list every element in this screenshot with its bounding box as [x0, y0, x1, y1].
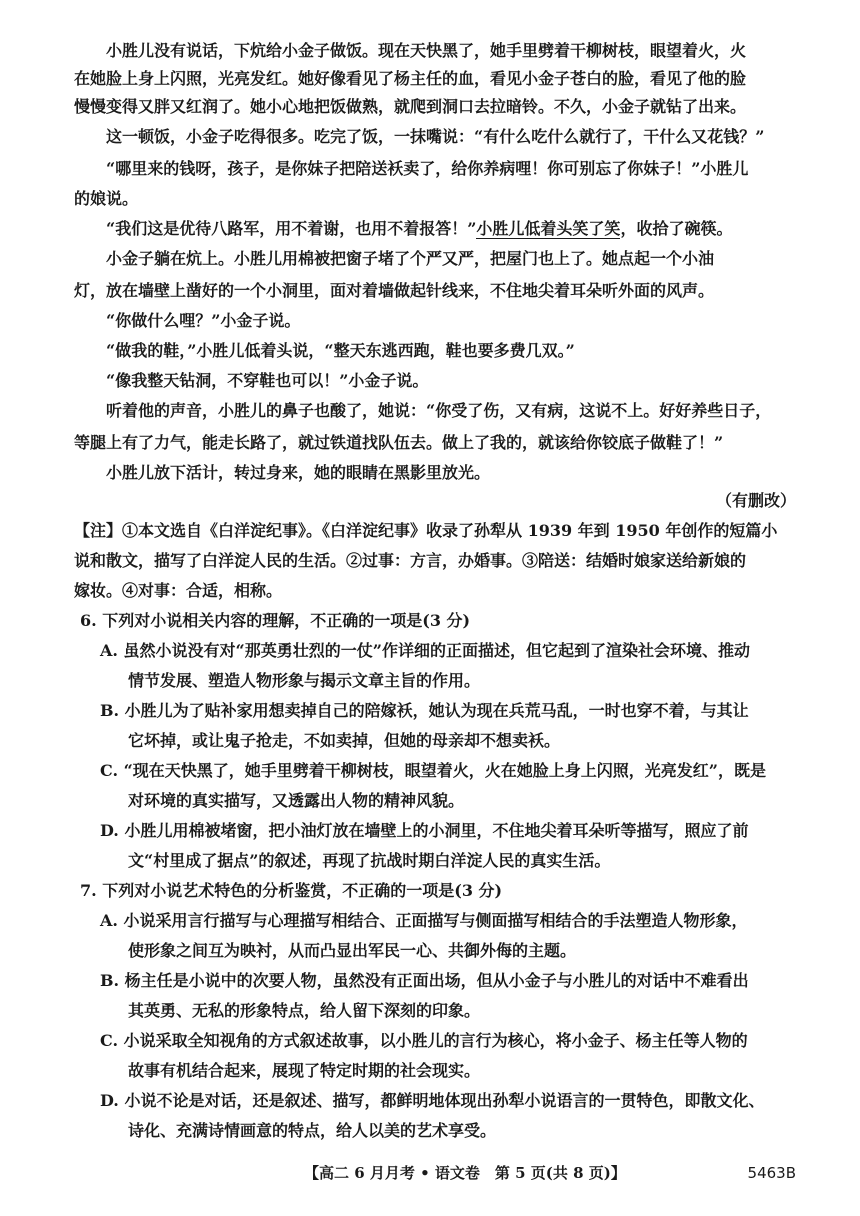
question-7-option-a-line-1: A. 小说采用言行描写与心理描写相结合、正面描写与侧面描写相结合的手法塑造人物形象， [100, 911, 748, 930]
story-paragraph-9-line-1: 听着他的声音，小胜儿的鼻子也酸了，她说：“你受了伤，又有病，这说不上。好好养些日子， [106, 401, 772, 420]
story-paragraph-1-line-1: 小胜儿没有说话，下炕给小金子做饭。现在天快黑了，她手里劈着干柳树枝，眼望着火，火 [106, 41, 747, 60]
footnote-line-3: 嫁妆。④对事：合适，相称。 [74, 581, 283, 600]
question-6-option-d-line-2: 文“村里成了据点”的叙述，再现了抗战时期白洋淀人民的真实生活。 [128, 851, 611, 870]
question-7-option-a-line-2: 使形象之间互为映衬，从而凸显出军民一心、共御外侮的主题。 [128, 941, 577, 960]
question-6-option-a-line-1: A. 虽然小说没有对“那英勇壮烈的一仗”作详细的正面描述，但它起到了渲染社会环境、推动 [100, 641, 750, 660]
story-paragraph-2: 这一顿饭，小金子吃得很多。吃完了饭，一抹嘴说：“有什么吃什么就行了，干什么又花钱？” [106, 127, 765, 146]
paper-code: 5463B [747, 1164, 796, 1182]
question-6-option-c-line-1: C. “现在天快黑了，她手里劈着干柳树枝，眼望着火，火在她脸上身上闪照，光亮发红”，既是 [100, 761, 767, 780]
underlined-sentence: 小胜儿低着头笑了笑 [476, 219, 621, 238]
question-7-stem: 7. 下列对小说艺术特色的分析鉴赏，不正确的一项是(3 分) [80, 881, 503, 900]
story-paragraph-5-line-1: 小金子躺在炕上。小胜儿用棉被把窗子堵了个严又严，把屋门也上了。她点起一个小油 [106, 249, 715, 268]
question-6-option-b-line-2: 它坏掉，或让鬼子抢走，不如卖掉，但她的母亲却不想卖袄。 [128, 731, 561, 750]
story-paragraph-1-line-2: 在她脸上身上闪照，光亮发红。她好像看见了杨主任的血，看见小金子苍白的脸，看见了他的脸 [74, 69, 747, 88]
story-paragraph-4 [106, 218, 732, 240]
story-paragraph-9-line-2: 等腿上有了力气，能走长路了，就过铁道找队伍去。做上了我的，就该给你铰底子做鞋了！” [74, 433, 724, 452]
page-footer: 【高二 6 月月考 • 语文卷 第 5 页(共 8 页)】 [304, 1164, 626, 1182]
question-6-stem: 6. 下列对小说相关内容的理解，不正确的一项是(3 分) [80, 611, 471, 630]
question-6-option-a-line-2: 情节发展、塑造人物形象与揭示文章主旨的作用。 [128, 671, 481, 690]
story-paragraph-7: “做我的鞋，”小胜儿低着头说，“整天东逃西跑，鞋也要多费几双。” [106, 341, 575, 360]
question-6-option-c-line-2: 对环境的真实描写，又透露出人物的精神风貌。 [128, 791, 465, 810]
question-7-option-c-line-1: C. 小说采取全知视角的方式叙述故事，以小胜儿的言行为核心，将小金子、杨主任等人物的 [100, 1031, 748, 1050]
story-paragraph-3-line-2: 的娘说。 [74, 189, 139, 208]
footnote-line-1: 【注】①本文选自《白洋淀纪事》。《白洋淀纪事》收录了孙犁从 1939 年到 1950 年创作的短篇小 [74, 521, 778, 540]
story-paragraph-5-line-2: 灯，放在墙壁上凿好的一个小洞里，面对着墙做起针线来，不住地尖着耳朵听外面的风声。 [74, 281, 715, 300]
edited-note: （有删改） [715, 491, 796, 510]
story-paragraph-8: “像我整天钻洞，不穿鞋也可以！”小金子说。 [106, 371, 429, 390]
question-7-option-c-line-2: 故事有机结合起来，展现了特定时期的社会现实。 [128, 1061, 481, 1080]
question-7-option-d-line-1: D. 小说不论是对话，还是叙述、描写，都鲜明地体现出孙犁小说语言的一贯特色，即散文化、 [100, 1091, 765, 1110]
story-paragraph-6: “你做什么哩？”小金子说。 [106, 311, 301, 330]
question-6-option-b-line-1: B. 小胜儿为了贴补家用想卖掉自己的陪嫁袄，她认为现在兵荒马乱，一时也穿不着，与其让 [100, 701, 749, 720]
question-7-option-b-line-1: B. 杨主任是小说中的次要人物，虽然没有正面出场，但从小金子与小胜儿的对话中不难看出 [100, 971, 749, 990]
story-paragraph-4-quote: “我们这是优待八路军，用不着谢，也用不着报答！” [106, 219, 477, 238]
question-6-option-d-line-1: D. 小胜儿用棉被堵窗，把小油灯放在墙壁上的小洞里，不住地尖着耳朵听等描写，照应了前 [100, 821, 749, 840]
question-7-option-b-line-2: 其英勇、无私的形象特点，给人留下深刻的印象。 [128, 1001, 481, 1020]
question-7-option-d-line-2: 诗化、充满诗情画意的特点，给人以美的艺术享受。 [128, 1121, 497, 1140]
story-paragraph-10: 小胜儿放下活计，转过身来，她的眼睛在黑影里放光。 [106, 463, 491, 482]
story-paragraph-3-line-1: “哪里来的钱呀，孩子，是你妹子把陪送袄卖了，给你养病哩！你可别忘了你妹子！”小胜儿 [106, 159, 749, 178]
footnote-line-2: 说和散文，描写了白洋淀人民的生活。②过事：方言，办婚事。③陪送：结婚时娘家送给新娘的 [74, 551, 747, 570]
story-paragraph-1-line-3: 慢慢变得又胖又红润了。她小心地把饭做熟，就爬到洞口去拉暗铃。不久，小金子就钻了出来。 [74, 97, 747, 116]
story-paragraph-4-end: ，收拾了碗筷。 [620, 219, 733, 238]
